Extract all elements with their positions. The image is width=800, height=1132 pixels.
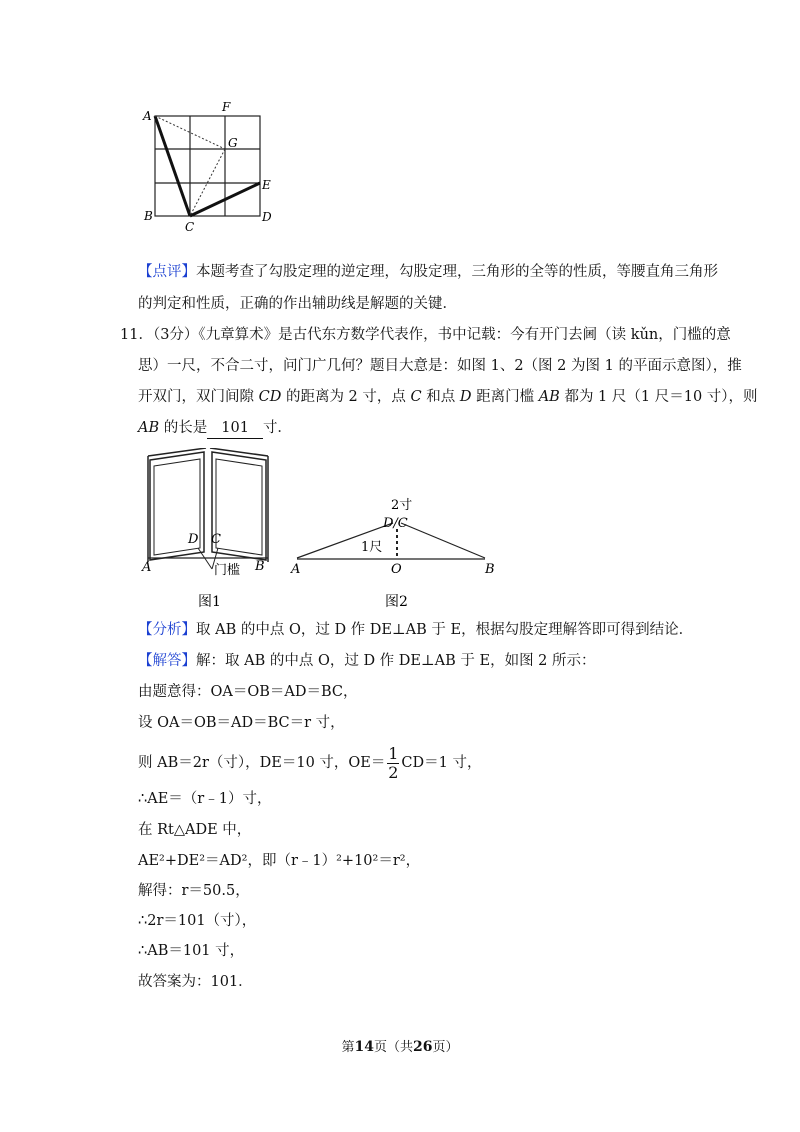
label-B: B bbox=[144, 209, 153, 223]
q11-line-2: 思）一尺，不合二寸，问门广几何？题目大意是：如图 1、2（图 2 为图 1 的平面示意图），推 bbox=[138, 358, 742, 374]
label-D: D bbox=[262, 210, 272, 224]
page-number: 14 bbox=[354, 1039, 374, 1055]
fig1-label-A: A bbox=[142, 560, 152, 575]
fraction-one-half: $\frac{1}{2}$ bbox=[388, 743, 399, 782]
solution-line-1: 由题意得：OA＝OB＝AD＝BC， bbox=[138, 684, 358, 700]
fig1-caption: 图1 bbox=[198, 594, 221, 610]
fig1-label-C: C bbox=[211, 532, 221, 547]
label-F: F bbox=[222, 100, 231, 114]
fig2-label-2cun: 2寸 bbox=[391, 498, 413, 513]
solution-tag: 【解答】 bbox=[138, 653, 196, 669]
q11-line-3: 开双门，双门间隙 CD 的距离为 2 寸，点 C 和点 D 距离门槛 AB 都为 1 尺（1 尺＝10 寸），则 bbox=[138, 389, 758, 405]
figure-2-plan bbox=[285, 495, 505, 613]
analysis-line: 【分析】取 AB 的中点 O，过 D 作 DE⊥AB 于 E，根据勾股定理解答即可得到结论． bbox=[138, 622, 694, 638]
answer-blank: 101 bbox=[207, 418, 263, 439]
solution-line-8: ∴2r＝101（寸）， bbox=[138, 913, 257, 929]
solution-intro: 【解答】解：取 AB 的中点 O，过 D 作 DE⊥AB 于 E，如图 2 所示： bbox=[138, 653, 596, 669]
grid-figure bbox=[138, 100, 288, 235]
fig2-label-DC: D/C bbox=[383, 516, 408, 531]
label-G: G bbox=[228, 136, 238, 150]
review-line-1: 【点评】本题考查了勾股定理的逆定理，勾股定理，三角形的全等的性质，等腰直角三角形 bbox=[138, 264, 718, 280]
solution-line-9: ∴AB＝101 寸， bbox=[138, 943, 245, 959]
page-total: 26 bbox=[413, 1039, 433, 1055]
q11-line-4: AB 的长是 101 寸． bbox=[138, 418, 292, 439]
solution-line-5: 在 Rt△ADE 中， bbox=[138, 822, 252, 838]
label-E: E bbox=[262, 178, 271, 192]
fig2-label-B: B bbox=[485, 562, 495, 577]
fig2-label-O: O bbox=[391, 562, 402, 577]
solution-line-10: 故答案为：101． bbox=[138, 974, 253, 990]
page-footer: 第14页（共26页） bbox=[341, 1039, 459, 1055]
review-line-2: 的判定和性质，正确的作出辅助线是解题的关键． bbox=[138, 296, 457, 312]
label-A: A bbox=[143, 109, 152, 123]
figure-1-doors bbox=[138, 448, 278, 613]
solution-line-6: AE²+DE²＝AD²，即（r﹣1）²+10²＝r²， bbox=[138, 853, 421, 869]
solution-line-7: 解得：r＝50.5， bbox=[138, 883, 250, 899]
solution-line-3: 则 AB＝2r（寸），DE＝10 寸，OE＝ $\frac{1}{2}$ CD＝1 寸， bbox=[138, 743, 482, 782]
label-C: C bbox=[185, 220, 195, 234]
fig1-label-D: D bbox=[188, 532, 199, 547]
fig1-threshold: 门槛 bbox=[214, 563, 241, 578]
fig1-label-B: B bbox=[255, 559, 265, 574]
review-tag: 【点评】 bbox=[138, 264, 196, 280]
fig2-caption: 图2 bbox=[385, 594, 408, 610]
fig2-label-A: A bbox=[291, 562, 301, 577]
solution-line-4: ∴AE＝（r﹣1）寸， bbox=[138, 791, 272, 807]
q11-line-1: 11．（3分）《九章算术》是古代东方数学代表作，书中记载：今有开门去阃（读 kǔn，门槛的意 bbox=[120, 327, 731, 343]
fig2-label-1chi: 1尺 bbox=[361, 540, 383, 555]
solution-line-2: 设 OA＝OB＝AD＝BC＝r 寸， bbox=[138, 715, 345, 731]
analysis-tag: 【分析】 bbox=[138, 622, 196, 638]
